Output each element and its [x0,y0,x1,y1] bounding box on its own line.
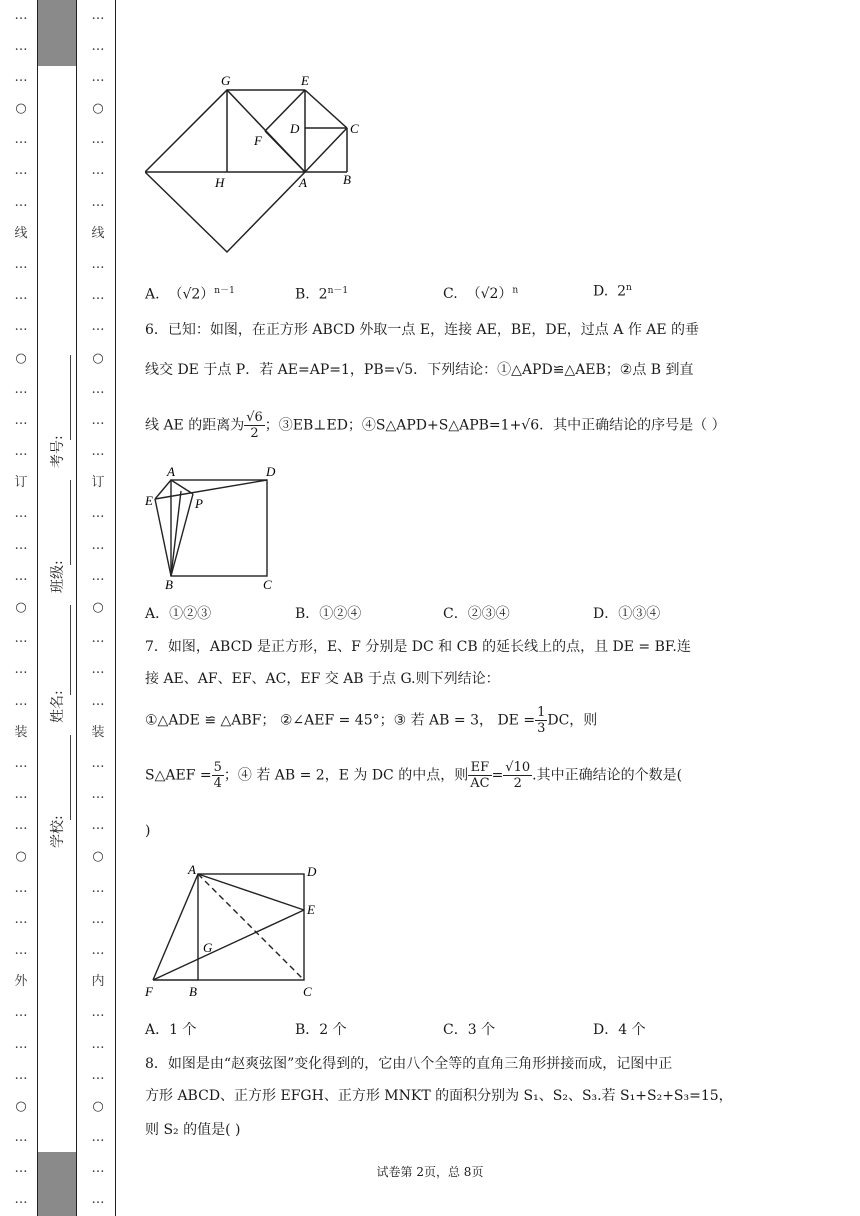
seal-circle-mark: ○ [15,600,27,615]
seal-dot-mark: … [91,1192,105,1207]
seal-circle-mark: ○ [15,849,27,864]
q6-option-d[interactable]: D．①③④ [593,606,661,622]
seal-dot-mark: … [14,881,28,896]
q6-segment-dist [171,491,181,576]
seal-dot-mark: … [14,1005,28,1020]
field-school: 学校: [50,815,66,848]
q7-fraction-4: $\frac{√10}{2}$ [505,760,531,791]
seal-dot-mark: … [91,39,105,54]
q5-option-a[interactable]: A. $(√2)^{n-1}$ [145,286,235,303]
seal-dot-mark: … [91,694,105,709]
q5-option-d[interactable]: D. 2$^n$ [593,283,632,300]
seal-dot-mark: … [91,70,105,85]
q5-label-g: G [221,73,231,88]
q5-segment-ec [305,90,347,128]
q5-figure [145,70,375,260]
seal-dot-mark: … [14,1192,28,1207]
seal-circle-mark: ○ [92,101,104,116]
seal-dot-mark: … [14,1068,28,1083]
seal-dot-mark: … [14,382,28,397]
margin-rule-left [37,0,38,1216]
seal-dot-mark: … [91,132,105,147]
seal-circle-mark: ○ [92,849,104,864]
q6-label-d: D [266,464,276,479]
q7-label-b: B [189,984,197,999]
seal-text-mark: 线 [91,226,105,241]
seal-text-mark: 内 [91,974,105,989]
q7-segment-af [153,874,198,980]
q7-figure [145,862,330,1002]
seal-dot-mark: … [91,288,105,303]
seal-dot-mark: … [91,506,105,521]
q7-option-a[interactable]: A．1 个 [145,1022,197,1038]
inner-seal-line [91,0,105,1216]
seal-circle-mark: ○ [15,1099,27,1114]
q5-label-h: H [215,175,225,190]
field-school-line [70,735,71,820]
seal-dot-mark: … [14,132,28,147]
q7-line-5: ) [145,823,151,839]
seal-circle-mark: ○ [15,351,27,366]
seal-dot-mark: … [14,787,28,802]
q7-label-a: A [188,862,196,877]
q7-label-f: F [145,984,153,999]
q8-line-2: 方形 ABCD、正方形 EFGH、正方形 MNKT 的面积分别为 S₁、S₂、S₃.若 S₁+S₂+S₃=15， [145,1088,733,1104]
q7-fraction-2: $\frac{5}{4}$ [213,760,222,791]
seal-dot-mark: … [14,1161,28,1176]
q7-fraction-3: $\frac{EF}{AC}$ [470,760,490,791]
outer-seal-line [14,0,28,1216]
seal-dot-mark: … [91,818,105,833]
seal-circle-mark: ○ [92,600,104,615]
field-exam-number: 考号: [50,435,66,468]
seal-dot-mark: … [91,881,105,896]
seal-dot-mark: … [91,1130,105,1145]
seal-dot-mark: … [14,444,28,459]
binding-margin [0,0,118,1216]
field-class-line [70,480,71,565]
q6-fraction: $\frac{√6}{2}$ [246,410,263,441]
q5-label-a: A [299,175,307,190]
seal-circle-mark: ○ [15,101,27,116]
seal-dot-mark: … [91,1005,105,1020]
seal-dot-mark: … [14,257,28,272]
q5-label-e: E [301,73,309,88]
q6-line-1: 6．已知：如图，在正方形 ABCD 外取一点 E，连接 AE，BE，DE，过点 A 作 AE 的垂 [145,322,700,338]
seal-dot-mark: … [91,912,105,927]
q6-segment-eb [155,499,171,576]
seal-dot-mark: … [91,257,105,272]
seal-dot-mark: … [91,1068,105,1083]
seal-circle-mark: ○ [92,1099,104,1114]
seal-dot-mark: … [91,756,105,771]
seal-dot-mark: … [91,8,105,23]
q7-line-1: 7．如图，ABCD 是正方形，E、F 分别是 DC 和 CB 的延长线上的点，且 DE = BF.连 [145,639,691,655]
seal-text-mark: 外 [14,974,28,989]
seal-dot-mark: … [14,538,28,553]
q6-segment-pb [171,494,193,576]
q5-option-b[interactable]: B. $2^{n-1}$ [295,286,349,303]
seal-text-mark: 装 [14,725,28,740]
q5-segment-fa [265,131,305,172]
field-class: 班级: [50,560,66,593]
q6-option-b[interactable]: B．①②④ [295,606,362,622]
seal-dot-mark: … [91,319,105,334]
field-name-line [70,605,71,695]
seal-dot-mark: … [91,662,105,677]
q6-option-a[interactable]: A．①②③ [145,606,212,622]
q7-option-d[interactable]: D．4 个 [593,1022,646,1038]
q8-line-3: 则 S₂ 的值是( ) [145,1122,241,1138]
seal-dot-mark: … [14,756,28,771]
q5-segment-ac [305,128,347,172]
seal-dot-mark: … [91,413,105,428]
seal-dot-mark: … [14,569,28,584]
seal-dot-mark: … [14,163,28,178]
q5-option-c[interactable]: C. $(√2)^n$ [443,285,519,302]
q6-label-b: B [165,577,173,592]
seal-dot-mark: … [14,8,28,23]
seal-dot-mark: … [91,787,105,802]
seal-dot-mark: … [91,569,105,584]
seal-dot-mark: … [14,319,28,334]
seal-dot-mark: … [14,70,28,85]
seal-dot-mark: … [14,943,28,958]
seal-dot-mark: … [14,631,28,646]
q5-label-d: D [290,121,300,136]
q7-option-c[interactable]: C．3 个 [443,1022,496,1038]
page-footer: 试卷第 2页，总 8页 [376,1165,484,1179]
q7-option-b[interactable]: B．2 个 [295,1022,347,1038]
q5-label-c: C [350,121,359,136]
q5-label-b: B [343,172,351,187]
q7-label-g: G [203,940,213,955]
q7-segment-ac [198,874,304,980]
seal-dot-mark: … [14,1037,28,1052]
margin-rule-inner [115,0,116,1216]
q7-label-c: C [303,984,312,999]
seal-text-mark: 订 [14,475,28,490]
seal-dot-mark: … [91,444,105,459]
q6-segment-ed [155,480,267,499]
seal-dot-mark: … [91,195,105,210]
seal-dot-mark: … [91,631,105,646]
q7-segment-fe [153,910,304,980]
seal-text-mark: 订 [91,475,105,490]
q6-label-a: A [167,464,175,479]
q6-line-3: 线 AE 的距离为 $\frac{√6}{2}$ ；③EB⊥ED；④S△APD+S△APB=1+√6．其中正确结论的序号是（ ） [145,410,726,441]
seal-dot-mark: … [91,1037,105,1052]
q6-line-2: 线交 DE 于点 P．若 AE=AP=1，PB=√5．下列结论：①△APD≌△AEB；②点 B 到直 [145,362,694,378]
seal-dot-mark: … [91,382,105,397]
seal-dot-mark: … [14,662,28,677]
seal-dot-mark: … [14,39,28,54]
seal-dot-mark: … [14,694,28,709]
q6-option-c[interactable]: C．②③④ [443,606,510,622]
q7-label-e: E [307,902,315,917]
seal-dot-mark: … [14,195,28,210]
gray-bar-top [38,0,76,66]
q7-line-4: S△AEF = $\frac{5}{4}$ ；④ 若 AB = 2，E 为 DC 的中点，则 $\frac{EF}{AC}$ = $\frac{√10}{2}$ .其中正确结论的个数是( [145,760,683,791]
seal-dot-mark: … [14,413,28,428]
margin-rule-right [76,0,77,1216]
seal-circle-mark: ○ [92,351,104,366]
seal-dot-mark: … [91,163,105,178]
seal-dot-mark: … [14,1130,28,1145]
q7-label-d: D [307,864,317,879]
seal-dot-mark: … [14,288,28,303]
q7-line-3: ①△ADE ≌ △ABF； ②∠AEF = 45°；③ 若 AB = 3， DE = $\frac{1}{3}$ DC，则 [145,705,598,736]
q8-line-1: 8．如图是由“赵爽弦图”变化得到的，它由八个全等的直角三角形拼接而成，记图中正 [145,1056,673,1072]
seal-dot-mark: … [91,943,105,958]
q5-label-f: F [254,133,262,148]
seal-dot-mark: … [91,1161,105,1176]
seal-text-mark: 线 [14,226,28,241]
field-name: 姓名: [50,690,66,723]
seal-dot-mark: … [14,818,28,833]
page-content [145,0,835,1216]
q6-label-e: E [145,493,153,508]
q7-fraction-1: $\frac{1}{3}$ [537,705,546,736]
q7-segment-ae [198,874,304,910]
seal-dot-mark: … [91,538,105,553]
q6-label-p: P [195,496,203,511]
q7-line-2: 接 AE、AF、EF、AC，EF 交 AB 于点 G.则下列结论： [145,671,500,687]
seal-dot-mark: … [14,506,28,521]
seal-text-mark: 装 [91,725,105,740]
q6-segment-ap [171,480,193,494]
field-exam-number-line [70,355,71,440]
gray-bar-bottom [38,1152,76,1216]
q6-label-c: C [263,577,272,592]
q6-figure [145,462,285,592]
seal-dot-mark: … [14,912,28,927]
